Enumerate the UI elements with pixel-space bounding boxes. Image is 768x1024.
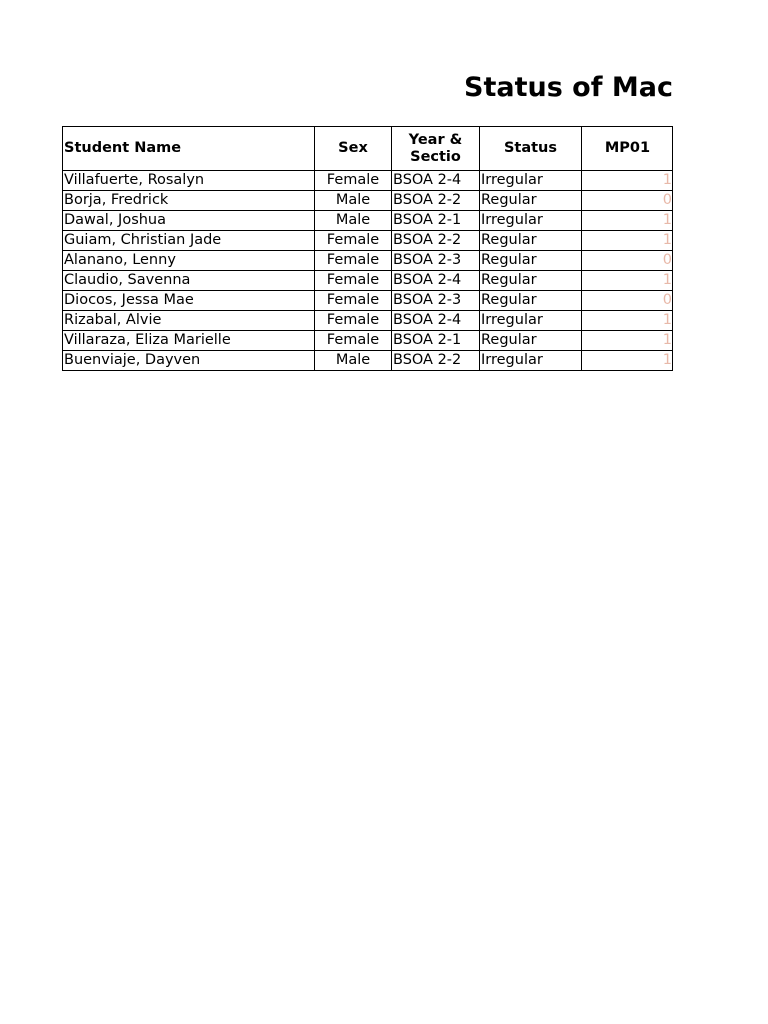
cell-status: Regular: [480, 231, 582, 251]
table-row: [63, 271, 673, 291]
table-row: [63, 331, 673, 351]
student-status-table: [62, 126, 673, 371]
cell-sex: Female: [315, 291, 392, 311]
table-row: [63, 311, 673, 331]
cell-section: BSOA 2-4: [392, 271, 480, 291]
cell-mp01: 1: [582, 231, 673, 251]
cell-student-name: Villaraza, Eliza Marielle: [63, 331, 315, 351]
table-area: [62, 126, 672, 371]
cell-student-name: Borja, Fredrick: [63, 191, 315, 211]
header-year-section: [392, 127, 480, 171]
cell-status: Regular: [480, 291, 582, 311]
table-row: [63, 291, 673, 311]
cell-student-name: Villafuerte, Rosalyn: [63, 171, 315, 191]
header-year-line1: Year &: [408, 131, 463, 148]
cell-status: Irregular: [480, 211, 582, 231]
title-area: [62, 70, 673, 110]
cell-status: Regular: [480, 251, 582, 271]
cell-sex: Male: [315, 351, 392, 371]
report-title: Status of Mac: [464, 72, 673, 103]
cell-status: Irregular: [480, 351, 582, 371]
cell-section: BSOA 2-2: [392, 191, 480, 211]
cell-sex: Female: [315, 271, 392, 291]
cell-mp01: 1: [582, 331, 673, 351]
cell-section: BSOA 2-1: [392, 331, 480, 351]
cell-sex: Male: [315, 191, 392, 211]
cell-status: Regular: [480, 191, 582, 211]
cell-sex: Female: [315, 171, 392, 191]
table-row: [63, 231, 673, 251]
cell-sex: Female: [315, 231, 392, 251]
cell-section: BSOA 2-4: [392, 311, 480, 331]
cell-student-name: Rizabal, Alvie: [63, 311, 315, 331]
header-sex: Sex: [315, 127, 392, 171]
header-year-line2: Sectio: [410, 148, 461, 165]
cell-mp01: 1: [582, 171, 673, 191]
cell-section: BSOA 2-3: [392, 251, 480, 271]
cell-student-name: Alanano, Lenny: [63, 251, 315, 271]
table-row: [63, 251, 673, 271]
cell-section: BSOA 2-4: [392, 171, 480, 191]
cell-sex: Female: [315, 331, 392, 351]
table-body: [63, 171, 673, 371]
cell-mp01: 0: [582, 251, 673, 271]
header-student-name: Student Name: [63, 127, 315, 171]
cell-student-name: Dawal, Joshua: [63, 211, 315, 231]
cell-sex: Male: [315, 211, 392, 231]
header-status: Status: [480, 127, 582, 171]
cell-mp01: 0: [582, 191, 673, 211]
cell-status: Regular: [480, 331, 582, 351]
table-row: [63, 351, 673, 371]
cell-section: BSOA 2-3: [392, 291, 480, 311]
cell-mp01: 1: [582, 211, 673, 231]
cell-student-name: Buenviaje, Dayven: [63, 351, 315, 371]
cell-student-name: Claudio, Savenna: [63, 271, 315, 291]
table-row: [63, 211, 673, 231]
cell-section: BSOA 2-1: [392, 211, 480, 231]
cell-sex: Female: [315, 311, 392, 331]
table-row: [63, 171, 673, 191]
table-header-row: [63, 127, 673, 171]
cell-status: Irregular: [480, 311, 582, 331]
cell-status: Regular: [480, 271, 582, 291]
cell-section: BSOA 2-2: [392, 231, 480, 251]
cell-student-name: Guiam, Christian Jade: [63, 231, 315, 251]
cell-status: Irregular: [480, 171, 582, 191]
cell-mp01: 1: [582, 311, 673, 331]
header-mp01: MP01: [582, 127, 673, 171]
cell-student-name: Diocos, Jessa Mae: [63, 291, 315, 311]
cell-section: BSOA 2-2: [392, 351, 480, 371]
table-row: [63, 191, 673, 211]
cell-mp01: 0: [582, 291, 673, 311]
cell-mp01: 1: [582, 271, 673, 291]
cell-sex: Female: [315, 251, 392, 271]
cell-mp01: 1: [582, 351, 673, 371]
